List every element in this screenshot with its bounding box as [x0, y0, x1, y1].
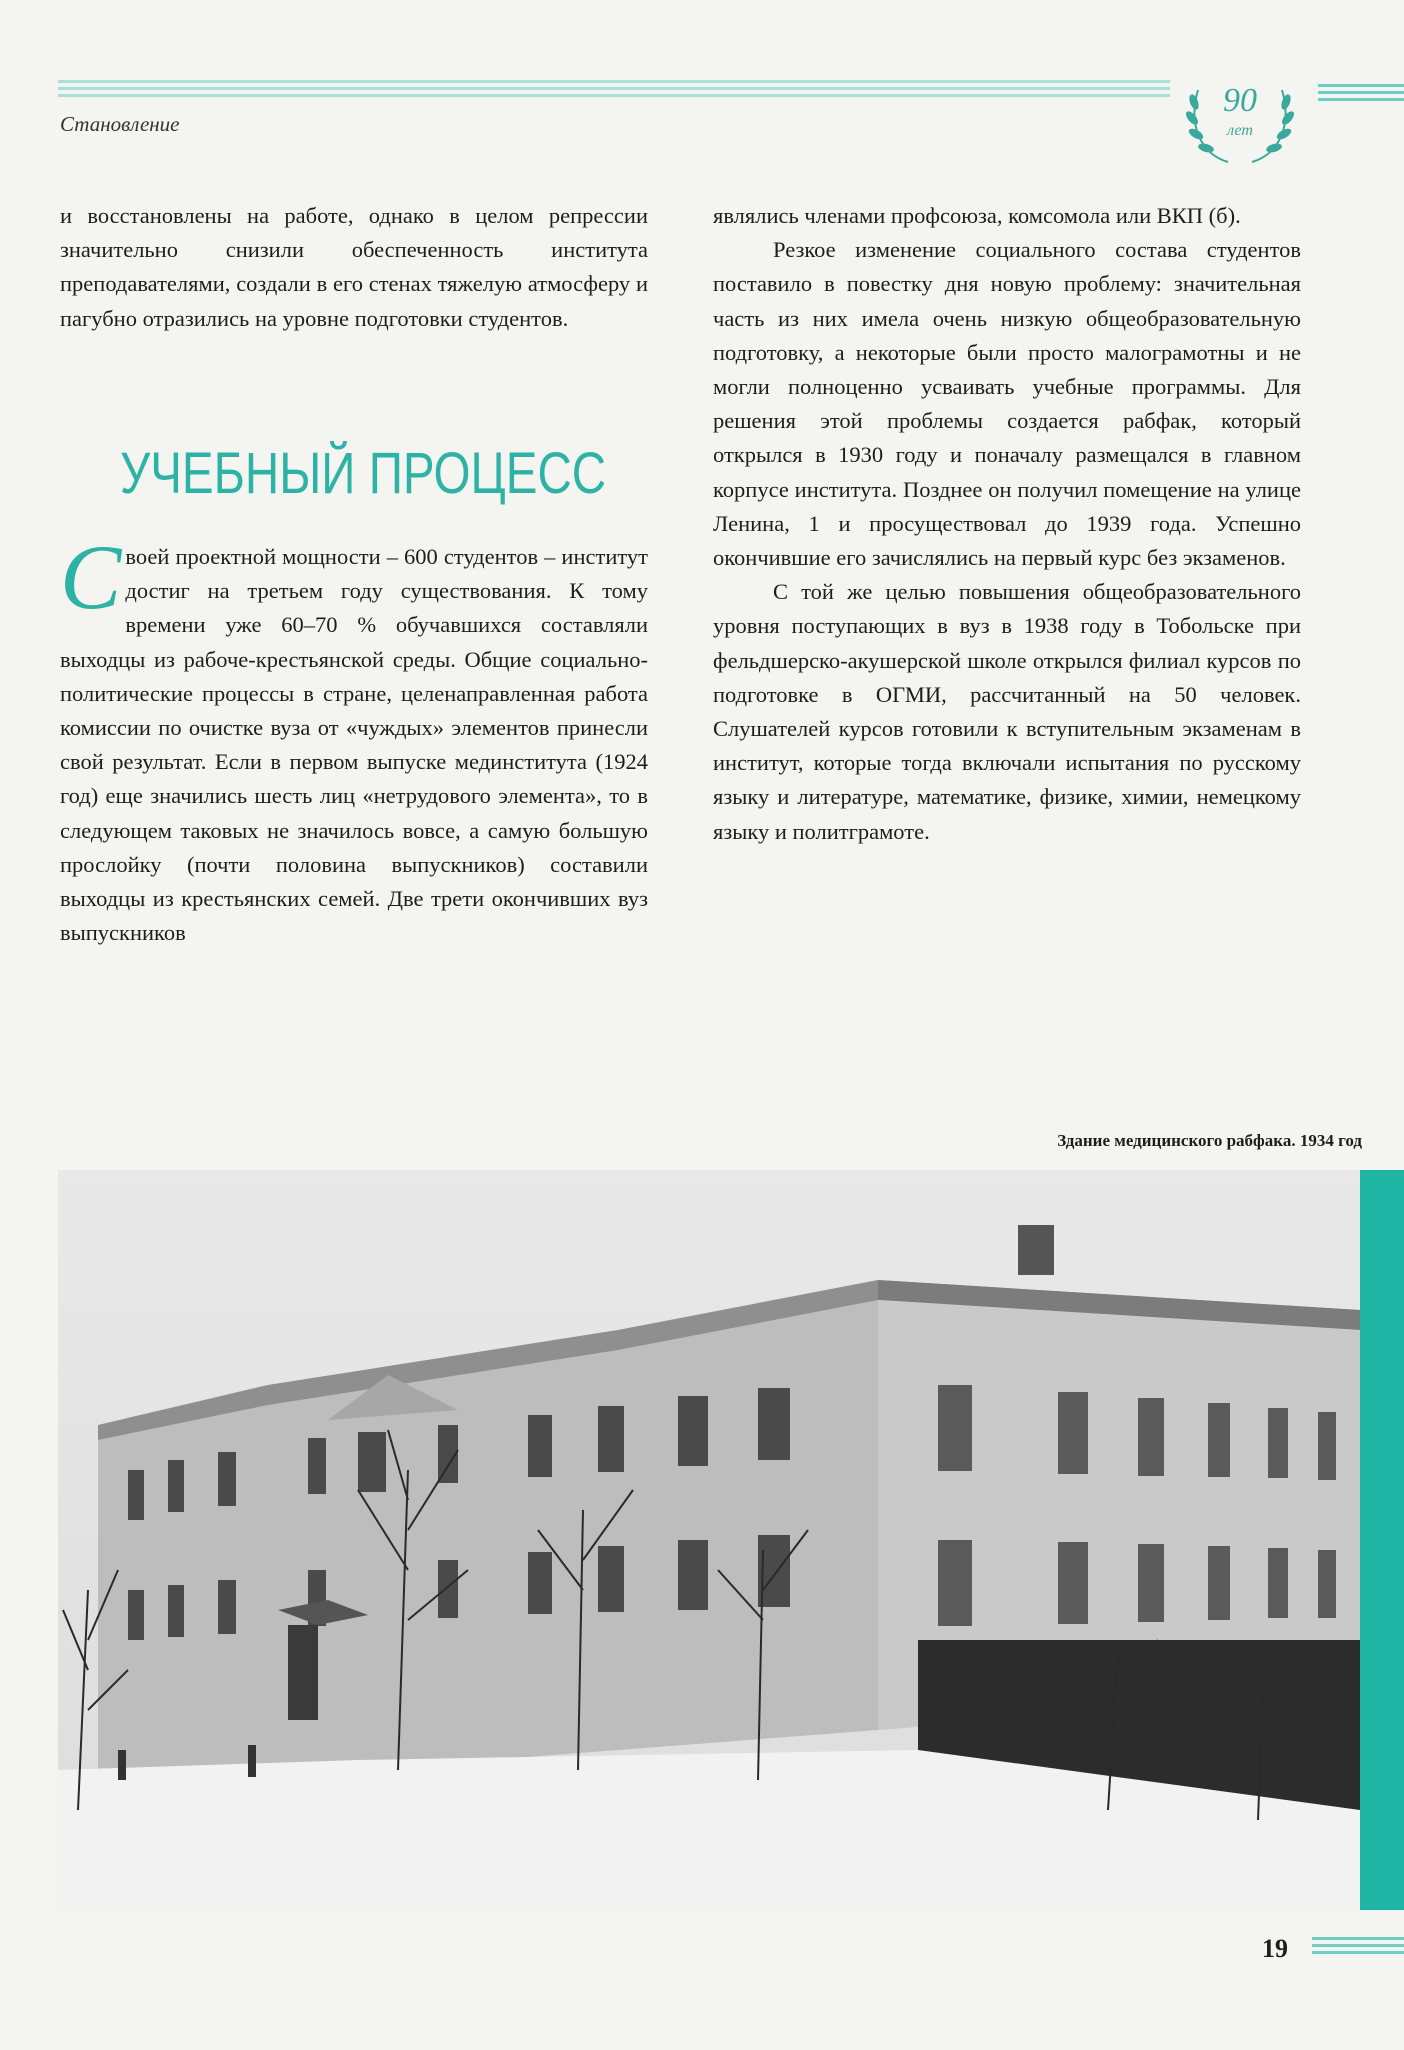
paragraph: Резкое изменение социального состава студентов поставило в повестку дня новую проблему: значительная часть из них имела очень низкую общеобразовательную подготовку, а некоторые были просто малограмотны и не могли полноценно усваивать учебные программы. Для решения этой проблемы создается рабфак, который открылся в 1930 году и поначалу размещался в главном корпусе института. Позднее он получил помещение на улице Ленина, 1 и просуществовал до 1939 года. Успешно окончившие его зачислялись на первый курс без экзаменов.: [713, 237, 1301, 571]
right-column: [713, 199, 1301, 849]
drop-cap: С: [60, 526, 122, 628]
anniversary-badge: [1180, 62, 1300, 172]
side-accent-bar: [1360, 1170, 1404, 1910]
paragraph: являлись членами профсоюза, комсомола или ВКП (б).: [713, 203, 1241, 228]
footer-rule: [1312, 1937, 1404, 1958]
building-photo: [58, 1170, 1360, 1910]
paragraph: и восстановлены на работе, однако в целом репрессии значительно снизили обеспеченность института преподавателями, создали в его стенах тяжелую атмосферу и пагубно отразились на уровне подготовки студентов.: [60, 203, 648, 331]
photo-caption: Здание медицинского рабфака. 1934 год: [1057, 1131, 1362, 1150]
badge-word: лет: [1227, 122, 1253, 139]
header-rule-left: [58, 80, 1170, 101]
badge-number: 90: [1223, 82, 1257, 119]
left-column: [60, 199, 648, 336]
page-number: 19: [1262, 1934, 1288, 1963]
section-heading: УЧЕБНЫЙ ПРОЦЕСС: [120, 441, 607, 506]
lead-paragraph: [60, 526, 648, 950]
header-rule-right: [1318, 84, 1404, 105]
paragraph: С той же целью повышения общеобразовательного уровня поступающих в вуз в 1938 году в Тобольске при фельдшерско-акушерской школе открылся филиал курсов по подготовке в ОГМИ, рассчитанный на 50 человек. Слушателей курсов готовили к вступительным экзаменам в институт, которые тогда включали испытания по русскому языку и литературе, математике, физике, химии, немецкому языку и политграмоте.: [713, 579, 1301, 844]
running-title: Становление: [60, 112, 192, 137]
lead-paragraph-text: воей проектной мощности – 600 студентов – институт достиг на третьем году существования. К тому времени уже 60–70 % обучавшихся составляли выходцы из рабоче-крестьянской среды. Общие социально-политические процессы в стране, целенаправленная работа комиссии по очистке вуза от «чуждых» элементов принесли свой результат. Если в первом выпуске мединститута (1924 год) еще значились шесть лиц «нетрудового элемента», то в следующем таковых не значилось вовсе, а самую большую прослойку (почти половина выпускников) составили выходцы из крестьянских семей. Две трети окончивших вуз выпускников: [60, 544, 648, 946]
